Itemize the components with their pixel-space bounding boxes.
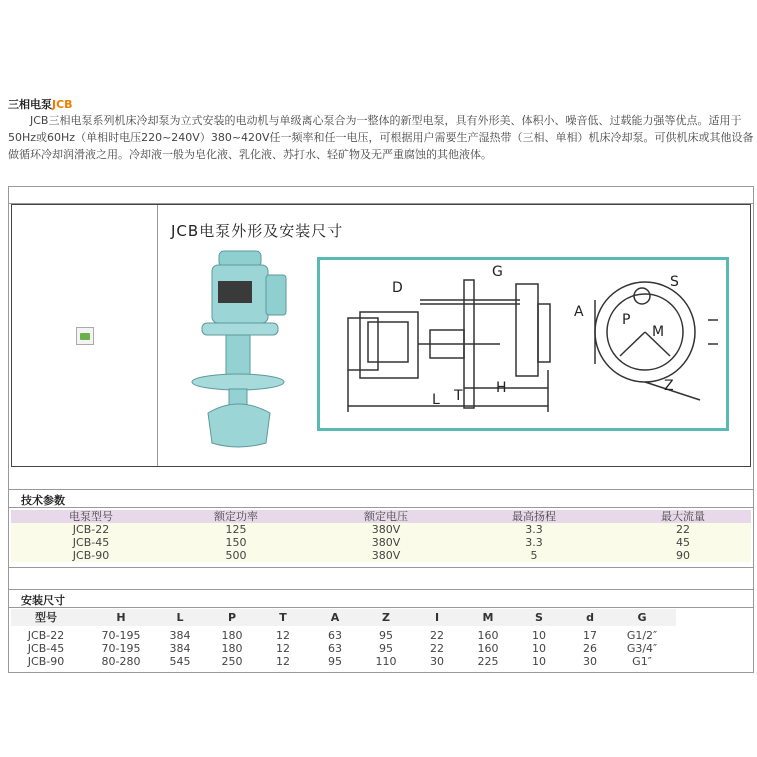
dims-col-G: G [637,611,647,624]
label-L: L [432,392,440,408]
table-cell: 5 [530,549,538,562]
dims-col-H: H [116,611,126,624]
intro-text: JCB三相电泵系列机床冷却泵为立式安装的电动机与单级离心泵合为一整体的新型电泵，具有外形美、体积小、噪音低、过载能力强等优点。适用于50Hz或60Hz（单相时电压220~240V）380~420V任一频率和任一电压，可根据用户需要生产湿热带（三相、单相）机床冷却泵。可供机床或其他设备做循环冷却润滑液之用。冷却液一般为皂化液、乳化液、苏打水、轻矿物及无严重腐蚀的其他液体。 [8,114,754,161]
heading-model: JCB [52,98,73,111]
install-dims-title: 安装尺寸 [21,594,65,607]
dims-col-L: L [176,611,184,624]
params-col-power: 额定功率 [214,510,258,523]
dims-divider [9,567,753,568]
table-cell: 70-195 [101,629,141,642]
table-cell: 250 [221,655,243,668]
table-cell: 63 [328,629,342,642]
dims-col-model: 型号 [35,611,57,624]
table-cell: 160 [477,629,499,642]
table-cell: 180 [221,642,243,655]
table-cell: 500 [225,549,247,562]
table-row [11,536,751,549]
table-cell: 22 [676,523,690,536]
broken-image-icon [76,327,94,345]
table-cell: 160 [477,642,499,655]
label-Z: Z [664,378,674,394]
dims-col-T: T [279,611,287,624]
table-cell: 545 [169,655,191,668]
params-col-head: 最高扬程 [512,510,556,523]
label-D: D [392,280,403,296]
table-cell: JCB-90 [27,655,65,668]
params-col-flow: 最大流量 [661,510,705,523]
params-rule [9,507,753,508]
params-col-voltage: 额定电压 [364,510,408,523]
params-col-model: 电泵型号 [69,510,113,523]
table-row [11,523,751,536]
table-cell: 95 [328,655,342,668]
table-cell: 22 [430,629,444,642]
table-row [11,549,751,562]
params-divider [9,489,753,490]
dims-col-M: M [482,611,494,624]
figure-divider [157,205,158,466]
table-cell: JCB-22 [72,523,110,536]
dims-col-P: P [227,611,237,624]
table-cell: G3/4″ [626,642,658,655]
table-cell: 63 [328,642,342,655]
table-cell: 12 [276,655,290,668]
label-P: P [622,312,631,328]
table-cell: 225 [477,655,499,668]
table-cell: 90 [676,549,690,562]
table-cell: 384 [169,629,191,642]
table-cell: 380V [371,523,401,536]
table-cell: JCB-22 [27,629,65,642]
intro-paragraph [8,112,754,163]
table-cell: 10 [532,629,546,642]
label-H: H [496,380,507,396]
heading-prefix: 三相电泵 [8,98,52,111]
dims-col-I: I [434,611,440,624]
tech-params-title: 技术参数 [21,494,65,507]
dimension-drawing-svg [320,260,726,428]
dims-col-d: d [586,611,594,624]
dims-rule [9,607,753,608]
table-cell: 95 [379,629,393,642]
table-cell: 10 [532,642,546,655]
table-cell: 30 [583,655,597,668]
table-cell: 380V [371,549,401,562]
table-cell: 110 [375,655,397,668]
table-cell: 12 [276,642,290,655]
table-cell: 70-195 [101,642,141,655]
table-cell: 10 [532,655,546,668]
table-cell: 3.3 [525,523,543,536]
dims-col-S: S [535,611,543,624]
figure-heading: JCB电泵外形及安装尺寸 [171,222,344,240]
table-cell: JCB-45 [27,642,65,655]
page-heading [8,96,73,112]
dims-col-Z: Z [382,611,390,624]
table-cell: 380V [371,536,401,549]
table-cell: 80-280 [101,655,141,668]
table-cell: G1″ [632,655,652,668]
label-S: S [670,274,679,290]
table-cell: 22 [430,642,444,655]
figure-box [11,204,751,467]
dims-header-row [11,611,676,624]
table-row [11,642,676,655]
product-frame [8,186,754,673]
dimension-drawing [317,257,729,431]
table-cell: 3.3 [525,536,543,549]
table-cell: 17 [583,629,597,642]
label-T: T [454,388,463,404]
table-cell: JCB-90 [72,549,110,562]
table-cell: 30 [430,655,444,668]
label-A: A [574,304,584,320]
table-cell: JCB-45 [72,536,110,549]
label-G: G [492,264,503,280]
table-cell: 95 [379,642,393,655]
dims-divider-2 [9,589,753,590]
table-cell: G1/2″ [626,629,658,642]
table-cell: 26 [583,642,597,655]
table-row [11,655,676,668]
table-row [11,629,676,642]
top-strip [9,187,753,204]
table-cell: 384 [169,642,191,655]
pump-photo [174,245,299,450]
params-header-row [11,510,751,523]
label-M: M [652,324,665,340]
table-cell: 150 [225,536,247,549]
table-cell: 180 [221,629,243,642]
table-cell: 12 [276,629,290,642]
dims-col-A: A [330,611,340,624]
table-cell: 45 [676,536,690,549]
table-cell: 125 [225,523,247,536]
